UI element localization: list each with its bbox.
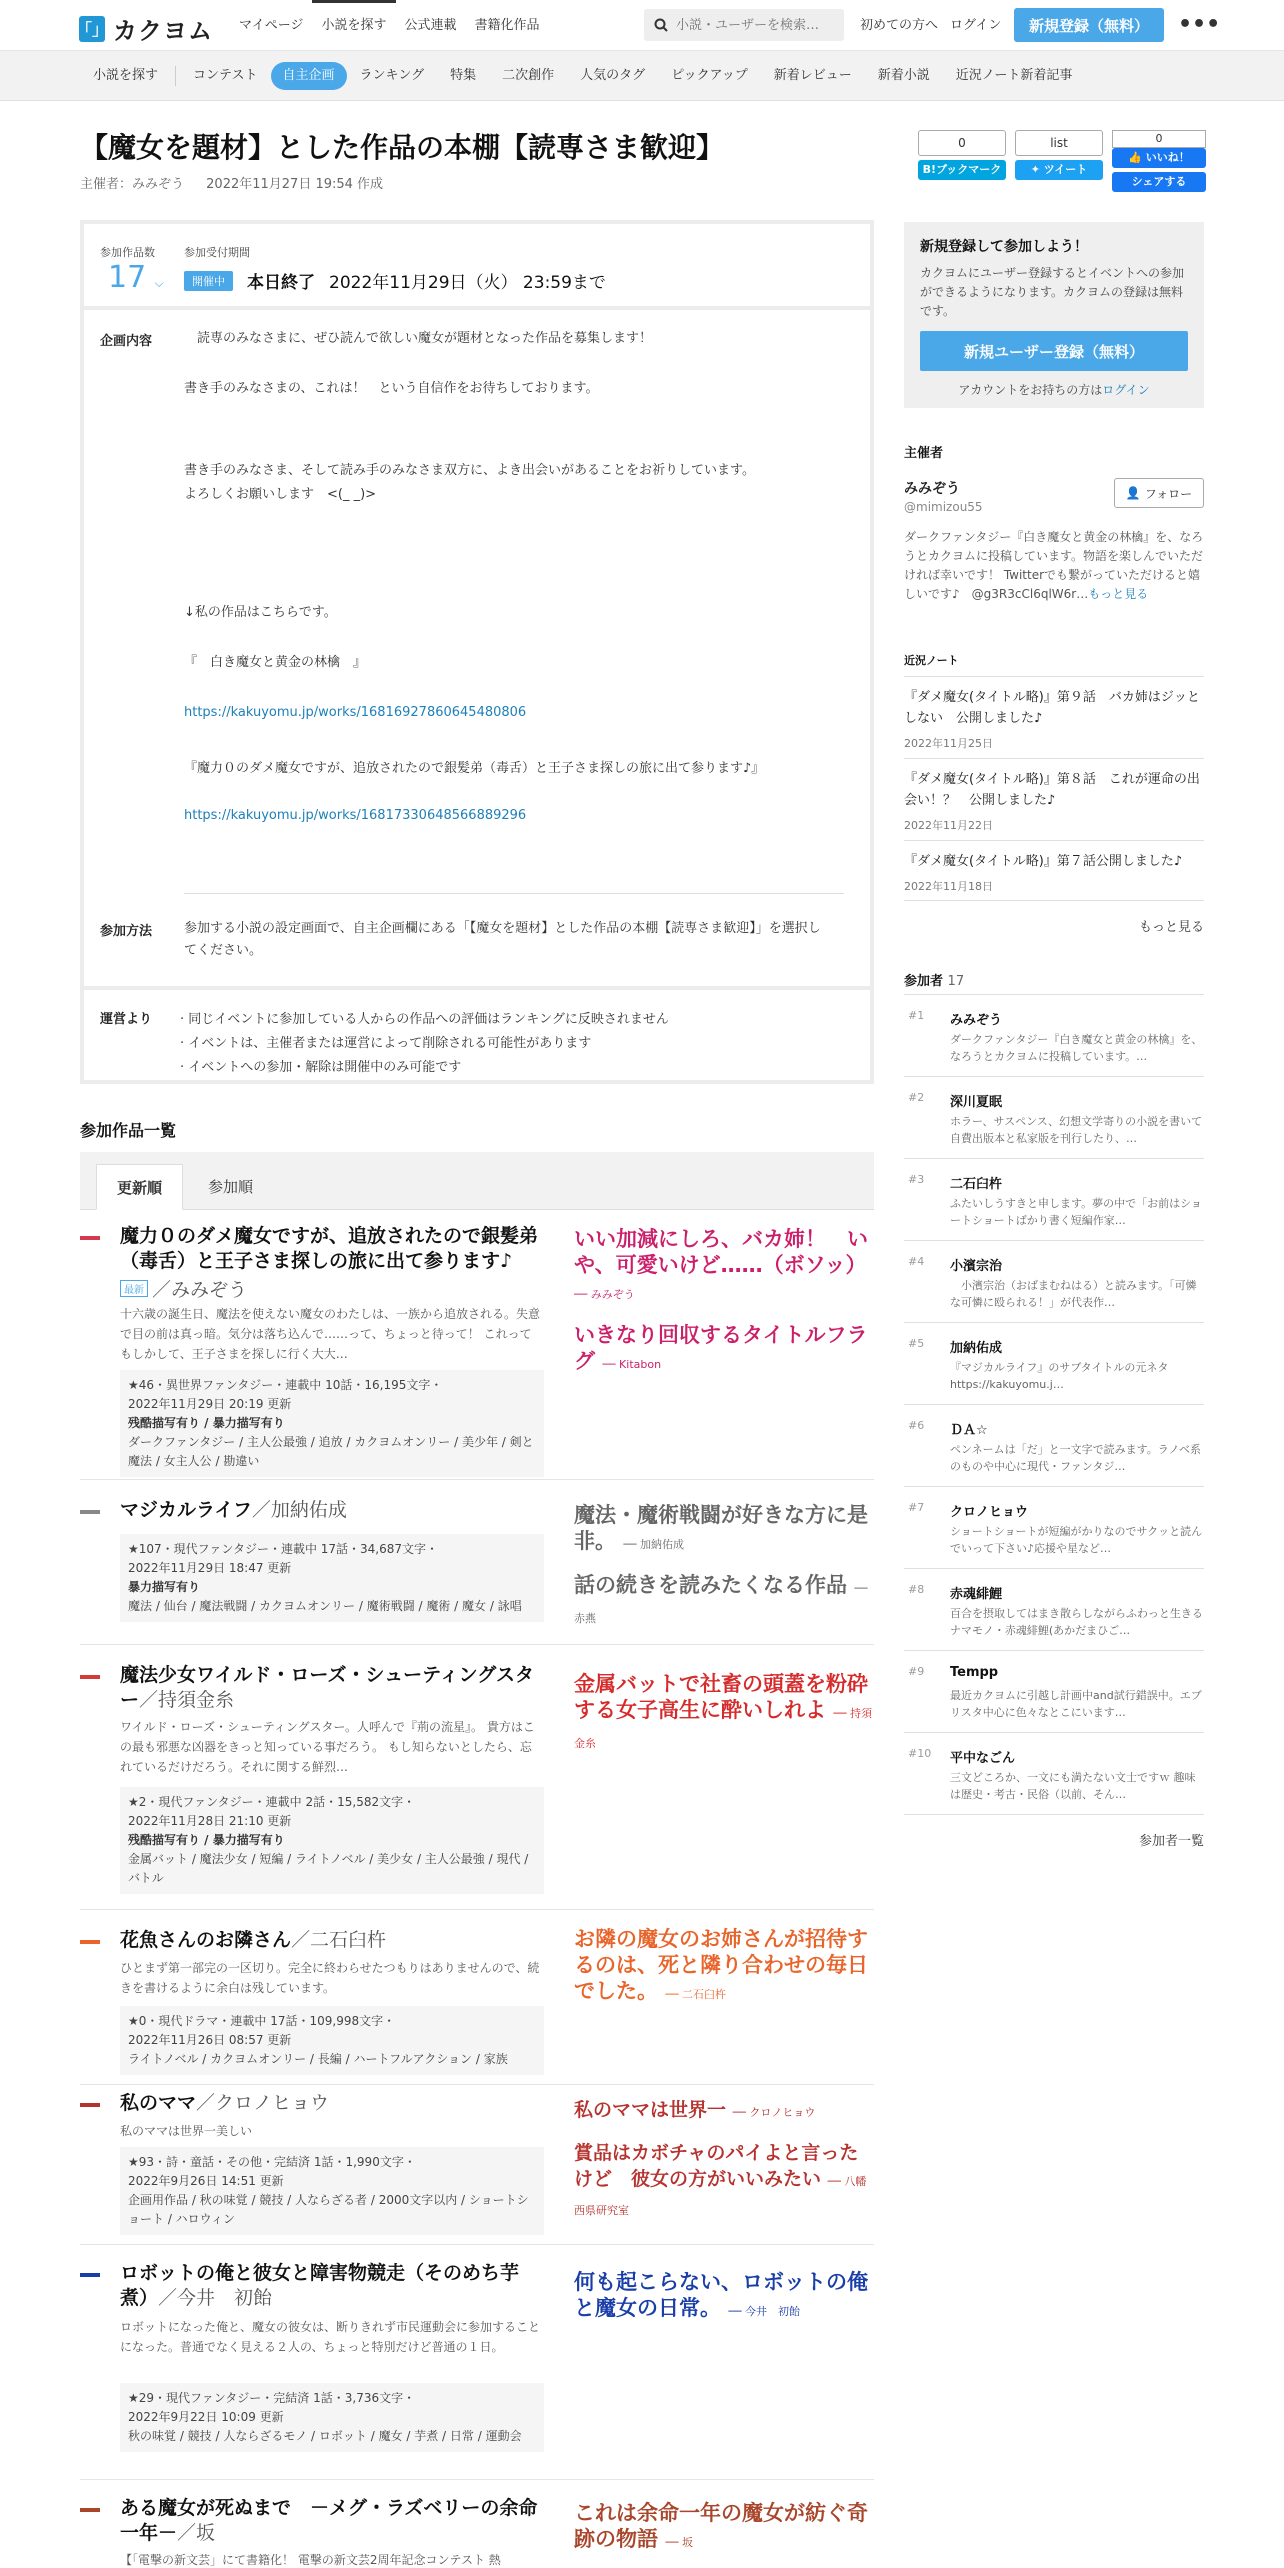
logo-text: カクヨム [113,17,213,45]
work-meta [120,1787,544,1894]
work-tags[interactable]: ダークファンタジー / 主人公最強 / 追放 / カクヨムオンリー / 美少年 / 剣と魔法 / 女主人公 / 勘違い [128,1435,534,1468]
status-badge: 開催中 [184,271,233,291]
work-meta [120,1534,544,1622]
nav-books[interactable]: 書籍化作品 [474,18,540,33]
subnav-find[interactable]: 小説を探す [93,68,159,83]
review[interactable] [574,2500,874,2556]
organizer-line[interactable]: 主催者：みみぞう [80,177,185,192]
join-signup-button[interactable]: 新規ユーザー登録（無料） [920,331,1188,371]
work-title[interactable] [120,2091,540,2116]
site-logo[interactable] [76,11,213,46]
join-login-link[interactable]: ログイン [1102,383,1150,397]
period-value [184,268,606,293]
work-updated: 2022年11月29日 20:19 更新 [128,1397,292,1411]
follow-label: フォロー [1144,486,1193,501]
event-method-row [84,900,870,990]
member-name[interactable]: 二石臼杵 [950,1177,1003,1192]
join-box [904,222,1204,408]
desc-line: ↓私の作品はこちらです。 [184,605,337,620]
work-tags[interactable]: 秋の味覚 / 競技 / 人ならざるモノ / ロボット / 魔女 / 芋煮 / 日常 / 運動会 [128,2429,522,2443]
member-rank: #4 [908,1255,925,1268]
member-rank: #5 [908,1337,925,1350]
work-tags[interactable]: 金属バット / 魔法少女 / 短編 / ライトノベル / 美少女 / 主人公最強 / 現代 / バトル [128,1852,529,1885]
desc-line: 書き手のみなさま、そして読み手のみなさま双方に、よき出会いがあることをお祈りしています。 [184,463,755,478]
work-intro: ロボットになった俺と、魔女の彼女は、断りきれず市民運動会に参加することになった。普通でなく見える２人の、ちょっと特別だけど普通の１日。 [120,2320,541,2354]
member-bio: 百合を摂取してはまき散らしながらふわっと生きるナマモノ・赤魂緋鯉(あかだまひご… [950,1607,1203,1637]
work-intro: 私のママは世界一美しい [120,2124,253,2138]
work-updated: 2022年11月26日 08:57 更新 [128,2033,292,2047]
review[interactable] [574,1322,874,1378]
member-rank: #1 [908,1009,925,1022]
chevron-down-icon: ⌵ [154,276,164,290]
member-rank: #3 [908,1173,925,1186]
review-text: 話の続きを読みたくなる作品 [574,1573,847,1597]
work-author[interactable]: ／みみぞう [152,1279,248,1301]
work-reviews [574,1502,874,1646]
members-count: 17 [947,974,965,989]
work-meta [120,2006,544,2075]
member-bio: ショートショートが短編がかりなのでサクッと読んでいって下さい♪応援や星など… [950,1525,1203,1555]
work-meta [120,1370,544,1477]
work-warning: 残酷描写有り / 暴力描写有り [128,1416,285,1430]
works-count: 17 [108,260,147,295]
review-author: ── 二石臼杵 [665,1988,727,2001]
count-label: 参加作品数 [100,246,155,259]
global-nav [230,0,549,51]
work-color-bar [80,1940,100,1944]
desc-line: 読専のみなさまに、ぜひ読んで欲しい魔女が題材となった作品を募集します！ [184,331,653,346]
organizer-id: @mimizou55 [904,500,983,514]
work-reviews [574,1671,874,1771]
member-rank: #8 [908,1583,925,1596]
rules-label: 運営より [100,1012,153,1027]
subnav-events[interactable]: 自主企画 [271,62,347,90]
member-item[interactable] [904,1158,1204,1240]
work-intro: 十六歳の誕生日、魔法を使えない魔女のわたしは、一族から追放される。失意で目の前は真っ暗。気分は落ち込んで……って、ちょっと待って！ これってもしかして、王子さまを探しに行く大大… [120,1307,541,1361]
period-label: 参加受付期間 [184,246,250,259]
subnav-contest[interactable]: コンテスト [193,68,258,83]
work-item [80,2480,874,2568]
member-item[interactable] [904,994,1204,1076]
rule-text: 同じイベントに参加している人からの作品への評価はランキングに反映されません [188,1012,669,1027]
desc-line: 『魔力０のダメ魔女ですが、追放されたので銀髪弟（毒舌）と王子さま探しの旅に出て参ります♪』 [184,761,765,776]
work-intro: ひとまず第一部完の一区切り。完全に終わらせたつもりはありませんので、続きを書けるように余白は残しています。 [120,1961,540,1995]
member-item[interactable] [904,1486,1204,1568]
nav-find-novels[interactable]: 小説を探す [312,0,395,51]
work-color-bar [80,1510,100,1514]
member-bio: 最近カクヨムに引越し計画中and試行錯誤中。エブリスタ中心に色々なとこにいます… [950,1689,1202,1719]
review-text: いきなり回収するタイトルフラグ [574,1323,868,1373]
work-title[interactable] [120,1928,540,1953]
work-updated: 2022年11月28日 21:10 更新 [128,1814,292,1828]
work-tags[interactable]: 企画用作品 / 秋の味覚 / 競技 / 人ならざる者 / 2000文字以内 / ショートショート / ハロウィン [128,2193,529,2226]
tweet-button[interactable] [1015,160,1103,180]
desc-label: 企画内容 [100,334,153,349]
rule-item: · イベントへの参加・解除は開催中のみ可能です [180,1060,462,1075]
fb-count: 0 [1112,130,1206,148]
work-stats: ★0・現代ドラマ・連載中 17話・109,998文字・ [128,2014,396,2028]
subnav-feature[interactable]: 特集 [450,68,477,83]
work-title[interactable] [120,2496,540,2546]
organizer-bio [904,528,1204,604]
page-meta [80,173,383,192]
member-item[interactable] [904,1076,1204,1158]
work-reviews [574,2500,874,2568]
work-item [80,2085,874,2245]
work-meta [120,2147,544,2235]
work-stats: ★29・現代ファンタジー・完結済 1話・3,736文字・ [128,2391,416,2405]
member-rank: #7 [908,1501,925,1514]
divider [184,893,844,894]
note-item[interactable] [904,840,1204,894]
review[interactable] [574,1226,874,1308]
work-tags[interactable]: ライトノベル / カクヨムオンリー / 長編 / ハートフルアクション / 家族 [128,2052,508,2066]
review[interactable] [574,2269,874,2325]
new-badge: 最新 [120,1280,148,1297]
event-status-row [84,224,870,310]
works-heading: 参加作品一覧 [80,1121,177,1140]
work-title-text[interactable]: 私のママ [120,2092,197,2114]
login-link[interactable]: ログイン [950,18,1002,33]
work-intro: ワイルド・ローズ・シューティングスター。人呼んで『荊の流星』。 貴方はこの最も邪悪な凶器をきっと知っている事だろう。 もし知らないとしたら、忘れているだけだろう。それに関する鮮烈… [120,1720,535,1774]
review-author: ── 八幡西県研究室 [574,2175,867,2217]
review-author: ── 坂 [665,2536,694,2549]
work-meta [120,2383,544,2452]
work-color-bar [80,2103,100,2107]
work-title[interactable] [120,1663,540,1713]
notes-heading: 近況ノート [904,654,959,667]
note-title[interactable]: 『ダメ魔女(タイトル略)』第９話 バカ姉はジッとしない 公開しました♪ [904,690,1200,726]
work-item [80,1222,874,1480]
member-name[interactable]: 深川夏眠 [950,1095,1003,1110]
member-item[interactable] [904,1322,1204,1404]
work-reviews [574,1226,874,1392]
member-name[interactable]: ＤＡ☆ [950,1423,988,1438]
member-name[interactable]: 平中なごん [950,1751,1016,1766]
member-name[interactable]: 加納佑成 [950,1341,1003,1356]
member-bio: 三文どころか、一文にも満たない文士ですｗ 趣味は歴史・考古・民俗（以前、そん… [950,1771,1196,1801]
review-text: 魔法・魔術戦闘が好きな方に是非。 [574,1503,868,1553]
member-bio: ふたいしうすきと申します。夢の中で「お前はショートショートばかり書く短編作家… [950,1197,1202,1227]
logo-mark: 「」 [79,16,105,42]
signup-button[interactable]: 新規登録（無料） [1014,8,1164,42]
search-input[interactable] [676,18,836,33]
review-author: ── 持須金糸 [574,1707,873,1750]
method-text: 参加する小説の設定画面で、自主企画欄にある「【魔女を題材】とした作品の本棚【読専さま歓迎】」を選択してください。 [184,921,821,958]
review-text: 賞品はカボチャのパイよと言ったけど 彼女の方がいいみたい [574,2142,859,2190]
review[interactable] [574,2140,874,2224]
rule-text: イベントは、主催者または運営によって削除される可能性があります [188,1036,592,1051]
divider [904,1814,1204,1815]
desc-line: 『 白き魔女と黄金の林檎 』 [184,655,367,670]
member-bio: 『マジカルライフ』のサブタイトルの元ネタ https://kakuyomu.j… [950,1361,1169,1391]
work-item [80,1480,874,1645]
tweet-label: ツイート [1043,163,1088,176]
member-rank: #2 [908,1091,925,1104]
event-desc-row [84,310,870,730]
review-author: ── みみぞう [574,1288,635,1301]
member-name[interactable]: みみぞう [950,1013,1003,1028]
desc-link[interactable] [184,702,844,724]
event-rules-row [84,990,870,1080]
deadline: 2022年11月29日（火） 23:59まで [329,273,606,293]
join-login [920,381,1188,398]
work-color-bar [80,1675,100,1679]
work-item [80,1645,874,1910]
review[interactable] [574,1502,874,1558]
work-reviews [574,1926,874,2022]
review[interactable] [574,2097,874,2126]
rule-item: · イベントは、主催者または運営によって削除される可能性があります [180,1036,592,1051]
beginner-link[interactable]: 初めての方へ [860,18,939,33]
member-name[interactable]: クロノヒョウ [950,1505,1029,1520]
works-tabs [80,1152,874,1210]
work-reviews [574,2097,874,2238]
subnav-ranking[interactable]: ランキング [359,68,425,83]
search-box [644,9,844,41]
member-item[interactable] [904,1568,1204,1650]
member-item[interactable] [904,1240,1204,1322]
review-text: 何も起こらない、ロボットの俺と魔女の日常。 [574,2270,868,2320]
review-author: ── 今井 初飴 [728,2305,801,2318]
work-url-link[interactable]: https://kakuyomu.jp/works/16817330648566889296 [184,808,527,823]
member-rank: #10 [908,1747,932,1760]
work-url-link[interactable]: https://kakuyomu.jp/works/16816927860645480806 [184,705,527,720]
member-bio: ホラー、サスペンス、幻想文学寄りの小説を書いて自費出版本と私家版を刊行したり、… [950,1115,1203,1145]
count-block[interactable] [108,260,164,295]
work-title-text[interactable]: ある魔女が死ぬまで －メグ・ラズベリーの余命一年－ [120,2497,538,2544]
facebook-share[interactable] [1112,130,1206,192]
review[interactable] [574,1572,874,1632]
work-author[interactable]: ／クロノヒョウ [196,2092,330,2114]
end-today: 本日終了 [247,273,315,293]
work-updated: 2022年9月26日 14:51 更新 [128,2174,284,2188]
review-author: ── 加納佑成 [623,1538,685,1551]
review-text: これは余命一年の魔女が紡ぐ奇跡の物語 [574,2501,868,2551]
fb-like-button[interactable] [1112,148,1206,168]
user-plus-icon: 👤 [1125,486,1141,500]
work-title[interactable] [120,1224,540,1274]
work-author[interactable]: ／坂 [177,2522,216,2544]
review[interactable] [574,1926,874,2008]
work-title-text[interactable]: 魔力０のダメ魔女ですが、追放されたので銀髪弟（毒舌）と王子さま探しの旅に出て参ります♪ [120,1225,539,1272]
nav-official-serial[interactable]: 公式連載 [404,18,457,33]
work-title-text[interactable]: 花魚さんのお隣さん [120,1929,292,1951]
work-author-row [120,1275,247,1302]
work-author[interactable]: ／今井 初飴 [158,2287,273,2309]
tab-updated[interactable]: 更新順 [96,1164,183,1210]
review-author: ── クロノヒョウ [732,2106,816,2119]
work-title[interactable] [120,2261,540,2311]
tab-joined[interactable]: 参加順 [208,1178,254,1196]
subnav-new-novels[interactable]: 新着小説 [877,68,930,83]
note-item[interactable] [904,758,1204,833]
review[interactable] [574,1671,874,1757]
work-author[interactable]: ／加納佑成 [251,1499,347,1521]
subnav-fanfic[interactable]: 二次創作 [502,68,555,83]
desc-line: よろしくお願いします <(_ _)> [184,487,377,502]
search-icon[interactable] [654,18,668,32]
members-heading [904,970,964,989]
organizer-more-link[interactable]: もっと見る [1088,587,1149,601]
created-date: 2022年11月27日 19:54 作成 [206,177,384,192]
members-list-link[interactable]: 参加者一覧 [1138,1834,1204,1849]
work-warning: 暴力描写有り [128,1580,201,1594]
nav-mypage[interactable]: マイページ [239,18,304,33]
work-warning: 残酷描写有り / 暴力描写有り [128,1833,285,1847]
member-item[interactable] [904,1404,1204,1486]
work-updated: 2022年11月29日 18:47 更新 [128,1561,292,1575]
work-color-bar [80,2273,100,2277]
organizer-name[interactable]: みみぞう [904,481,960,497]
note-date: 2022年11月25日 [904,737,993,750]
tweet-count: list [1015,130,1103,156]
event-info-box [80,220,874,1084]
members-heading-text: 参加者 [904,974,944,989]
work-title[interactable] [120,1498,540,1523]
follow-button[interactable] [1114,478,1204,508]
join-login-prefix: アカウントをお持ちの方は [958,383,1103,397]
work-updated: 2022年9月22日 10:09 更新 [128,2410,284,2424]
review-author: ── Kitabon [602,1358,662,1371]
member-bio: ペンネームは「だ」と一文字で読みます。ラノベ系のものや中心に現代・ファンタジ… [950,1443,1202,1473]
desc-link[interactable] [184,808,526,823]
notes-more-link[interactable]: もっと見る [1138,920,1204,935]
work-author[interactable]: ／持須金糸 [139,1689,235,1711]
top-header [0,0,1284,51]
work-stats: ★93・詩・童話・その他・完結済 1話・1,990文字・ [128,2155,416,2169]
more-menu-icon[interactable]: ••• [1178,12,1221,37]
note-title[interactable]: 『ダメ魔女(タイトル略)』第８話 これが運命の出会い！？ 公開しました♪ [904,772,1200,808]
twitter-icon: ✦ [1030,163,1044,176]
subnav-divider [175,66,176,86]
note-item[interactable] [904,676,1204,751]
review-text: いい加減にしろ、バカ姉！ いや、可愛いけど……（ボソッ） [574,1227,868,1277]
member-name[interactable]: 赤魂緋鯉 [950,1587,1003,1602]
work-item [80,1910,874,2085]
work-item [80,2245,874,2480]
note-date: 2022年11月18日 [904,880,993,893]
hatena-bookmark-button[interactable]: B!ブックマーク [918,160,1006,180]
rule-item: · 同じイベントに参加している人からの作品への評価はランキングに反映されません [180,1012,669,1027]
desc-line: 書き手のみなさまの、これは！ という自信作をお待ちしております。 [184,381,599,396]
work-reviews [574,2269,874,2339]
review-text: 私のママは世界一 [574,2099,727,2121]
member-item[interactable] [904,1650,1204,1732]
work-stats: ★46・異世界ファンタジー・連載中 10話・16,195文字・ [128,1378,443,1392]
work-stats: ★2・現代ファンタジー・連載中 2話・15,582文字・ [128,1795,416,1809]
subnav-tags[interactable]: 人気のタグ [580,68,646,83]
member-name[interactable]: Tempp [950,1665,999,1680]
hatena-share[interactable] [918,130,1006,180]
member-item[interactable] [904,1732,1204,1814]
member-rank: #6 [908,1419,925,1432]
member-bio: ダークファンタジー『白き魔女と黄金の林檎』を、なろうとカクヨムに投稿しています。… [950,1033,1203,1063]
member-bio: 小濱宗治（おばまむねはる）と読みます。「可憐な可憐に殴られる！」が代表作… [950,1279,1197,1309]
subnav-pickup[interactable]: ピックアップ [671,68,748,83]
subnav-new-reviews[interactable]: 新着レビュー [773,68,852,83]
work-title-text[interactable]: 魔法少女ワイルド・ローズ・シューティングスター [120,1664,535,1711]
fb-like-label: いいね！ [1145,151,1190,164]
organizer-bio-text: ダークファンタジー『白き魔女と黄金の林檎』を、なろうとカクヨムに投稿しています。物語を楽しんでいただければ幸いです！ Twitterでも繋がっていただけると嬉しいです♪ @g3R3cCl6qlW6r… [904,530,1204,601]
member-name[interactable]: 小濱宗治 [950,1259,1003,1274]
work-stats: ★107・現代ファンタジー・連載中 17話・34,687文字・ [128,1542,439,1556]
work-title-text[interactable]: マジカルライフ [120,1499,252,1521]
review-author: ── 赤燕 [574,1582,868,1625]
page-title: 【魔女を題材】とした作品の本棚【読専さま歓迎】 [80,131,725,164]
review-text: お隣の魔女のお姉さんが招待するのは、死と隣り合わせの毎日でした。 [574,1927,868,2003]
work-author[interactable]: ／二石臼杵 [291,1929,387,1951]
thumbs-up-icon: 👍 [1128,151,1146,164]
note-title[interactable]: 『ダメ魔女(タイトル略)』第７話公開しました♪ [904,854,1183,869]
join-text: カクヨムにユーザー登録するとイベントへの参加ができるようになります。カクヨムの登録は無料です。 [920,266,1185,318]
hatena-count: 0 [918,130,1006,156]
work-color-bar [80,2508,100,2512]
note-date: 2022年11月22日 [904,819,993,832]
fb-share-button[interactable]: シェアする [1112,172,1206,192]
work-intro: 【「電撃の新文芸」にて書籍化！ 電撃の新文芸2周年記念コンテスト 熱 [120,2553,501,2567]
divider [904,900,1204,901]
twitter-share[interactable] [1015,130,1103,180]
work-color-bar [80,1236,100,1240]
rule-text: イベントへの参加・解除は開催中のみ可能です [188,1060,462,1075]
sub-nav [0,51,1284,101]
join-title: 新規登録して参加しよう！ [920,239,1088,255]
organizer-heading: 主催者 [904,446,944,461]
subnav-new-notes[interactable]: 近況ノート新着記事 [955,68,1073,83]
member-rank: #9 [908,1665,925,1678]
work-tags[interactable]: 魔法 / 仙台 / 魔法戦闘 / カクヨムオンリー / 魔術戦闘 / 魔術 / 魔女 / 詠唱 [128,1599,522,1613]
method-label: 参加方法 [100,924,153,939]
review-text: 金属バットで社畜の頭蓋を粉砕する女子高生に酔いしれよ [574,1672,868,1722]
work-title-text[interactable]: ロボットの俺と彼女と障害物競走（そのめち芋煮） [120,2262,520,2309]
